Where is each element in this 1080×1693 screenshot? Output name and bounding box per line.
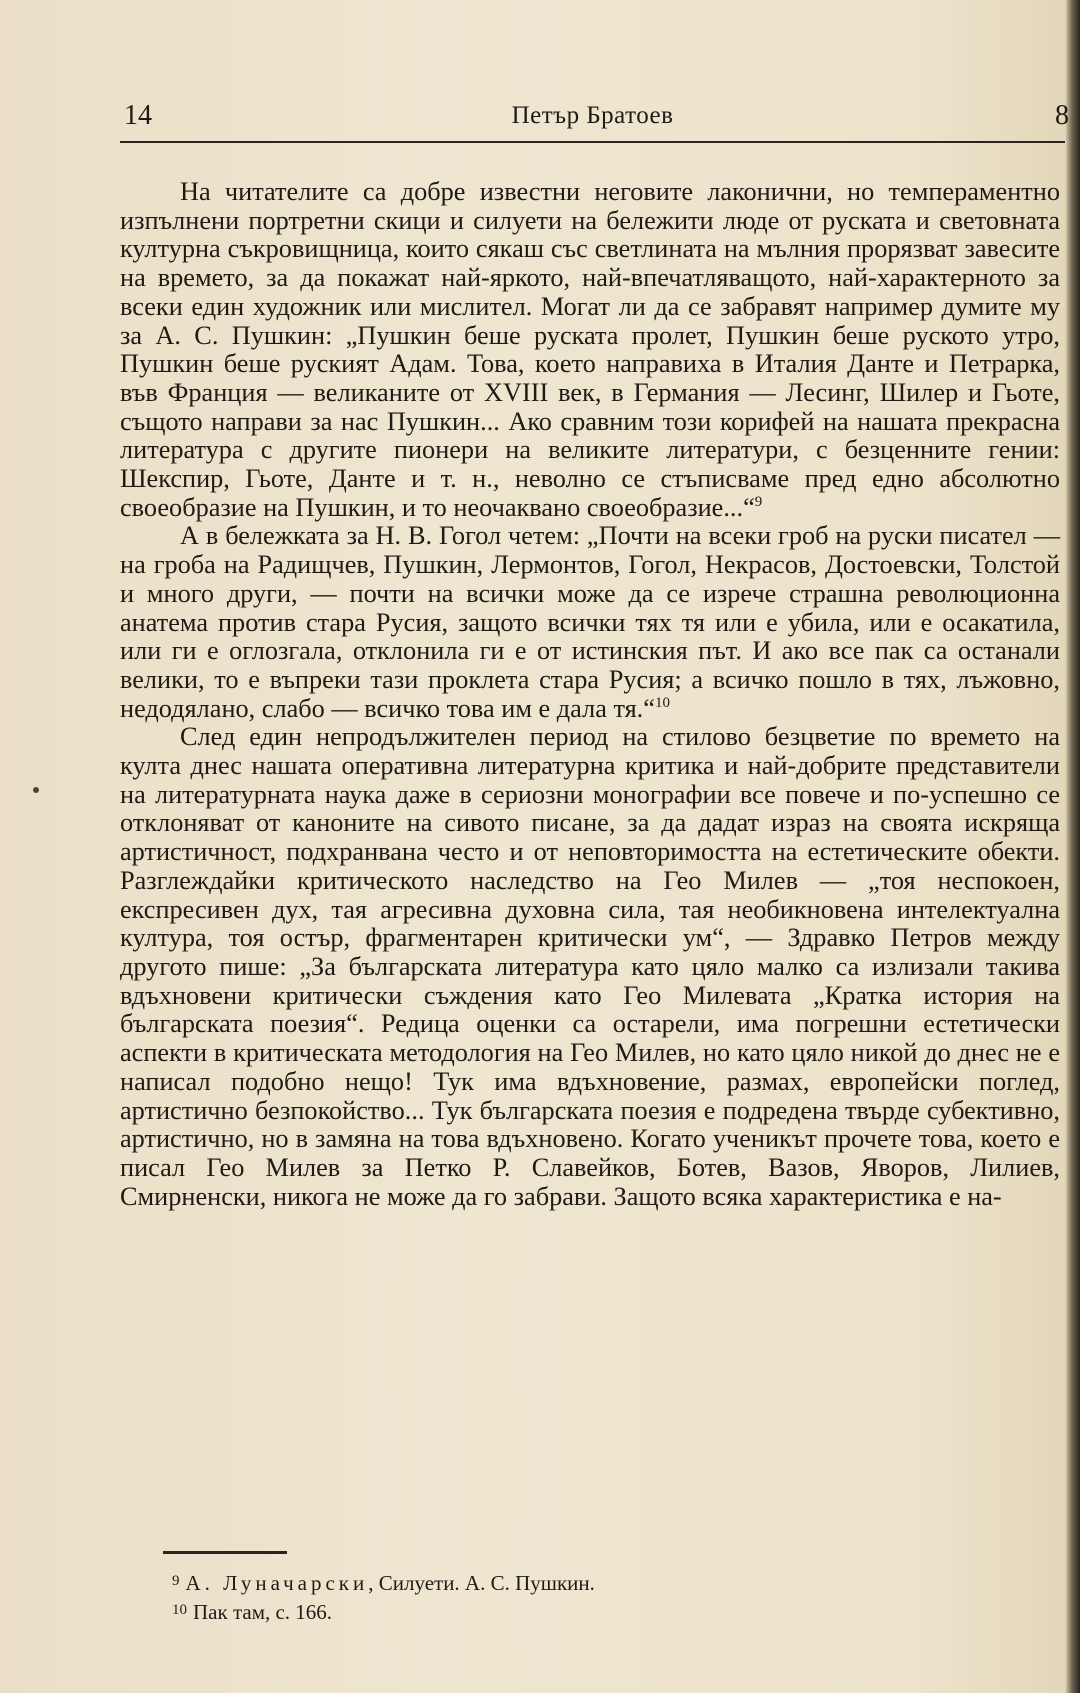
- paragraph-text: А в бележката за Н. В. Гогол четем: „Почти на всеки гроб на руски писател — на гроба на Радищчев, Пушкин, Лермонтов, Гогол, Некрасов, Достоевски, Толстой и много други, — почти на всички може да се изрече страшна революционна анатема против стара Русия, защото всички тях тя или е убила, или е осакатила, или ги е оглозгала, отклонила ги е от истинския път. И ако все пак са останали велики, то е въпреки тази проклета стара Русия; а всичко пошло в тях, лъжовно, недодялано, слабо — всичко това им е дала тя.“: [120, 521, 1060, 723]
- page-number: 14: [124, 100, 152, 131]
- running-header: [120, 100, 1069, 140]
- paragraph: [120, 723, 1060, 1211]
- footnote-text: , Силуети. А. С. Пушкин.: [368, 1571, 595, 1595]
- footnote-rule: [163, 1551, 287, 1554]
- paragraph: [120, 522, 1060, 723]
- body-text: [120, 178, 1060, 1211]
- header-rule: [120, 141, 1065, 143]
- page-edge-shadow: [1066, 0, 1080, 1693]
- footnote-reference: 9: [754, 493, 763, 510]
- footnote-mark: 9: [172, 1573, 180, 1589]
- running-title: Петър Братоев: [511, 102, 674, 129]
- footnote-author: А. Луначарски: [185, 1571, 369, 1595]
- footnote-mark: 10: [172, 1602, 187, 1618]
- signature-mark: 8: [1055, 100, 1069, 131]
- footnote-reference: 10: [654, 694, 670, 711]
- footnotes: [172, 1568, 1032, 1626]
- footnote: [172, 1568, 1032, 1597]
- paragraph-text: На читателите са добре известни неговите лаконични, но темпераментно изпълнени портретни скици и силуети на бележити люде от руската и световната културна съкровищница, които сякаш със светлината на мълния прорязват завесите на времето, за да покажат най-яркото, най-впечатляващото, най-характерното за всеки един художник или мислител. Могат ли да се забравят например думите му за А. С. Пушкин: „Пушкин беше руската пролет, Пушкин беше руското утро, Пушкин беше руският Адам. Това, което направиха в Италия Данте и Петрарка, във Франция — великаните от XVIII век, в Германия — Лесинг, Шилер и Гьоте, същото направи за нас Пушкин... Ако сравним този корифей на нашата прекрасна литература с другите пионери на великите литератури, с безценните гении: Шекспир, Гьоте, Данте и т. н., неволно се стъписваме пред едно абсолютно своеобразие на Пушкин, и то неочаквано своеобразие...“: [120, 177, 1060, 522]
- footnote: [172, 1597, 1032, 1626]
- ink-speck: [33, 787, 39, 793]
- paragraph-text: След един непродължителен период на стилово безцветие по времето на култа днес нашата оперативна литературна критика и най-добрите представители на литературната наука даже в сериозни монографии все повече и по-успешно се отклоняват от канoните на сивото писане, за да дадат израз на своята искряща артистичност, подхранвана често и от неповторимостта на естетическите обекти. Разглеждайки критическото наследство на Гео Милев — „тоя неспокоен, експресивен дух, тая агресивна духовна сила, тая необикновена интелектуална култура, тоя остър, фрагментарен критически ум“, — Здравко Петров между другото пише: „За българската литература като цяло малко са излизали такива вдъхновени критически съждения като Гео Милевата „Кратка история на българската поезия“. Редица оценки са остарели, има погрешни естетически аспекти в критическата методология на Гео Милев, но като цяло никой до днес не е написал подобно нещо! Тук има вдъхновение, размах, европейски поглед, артистично безпокойство... Тук българската поезия е подредена твърде субективно, артистично, но в замяна на това вдъхновено. Когато ученикът прочете това, което е писал Гео Милев за Петко Р. Славейков, Ботев, Вазов, Яворов, Лилиев, Смирненски, никога не може да го забрави. Защото всяка характеристика е на-: [120, 722, 1060, 1211]
- paragraph: [120, 178, 1060, 522]
- footnote-text: Пак там, с. 166.: [193, 1600, 333, 1624]
